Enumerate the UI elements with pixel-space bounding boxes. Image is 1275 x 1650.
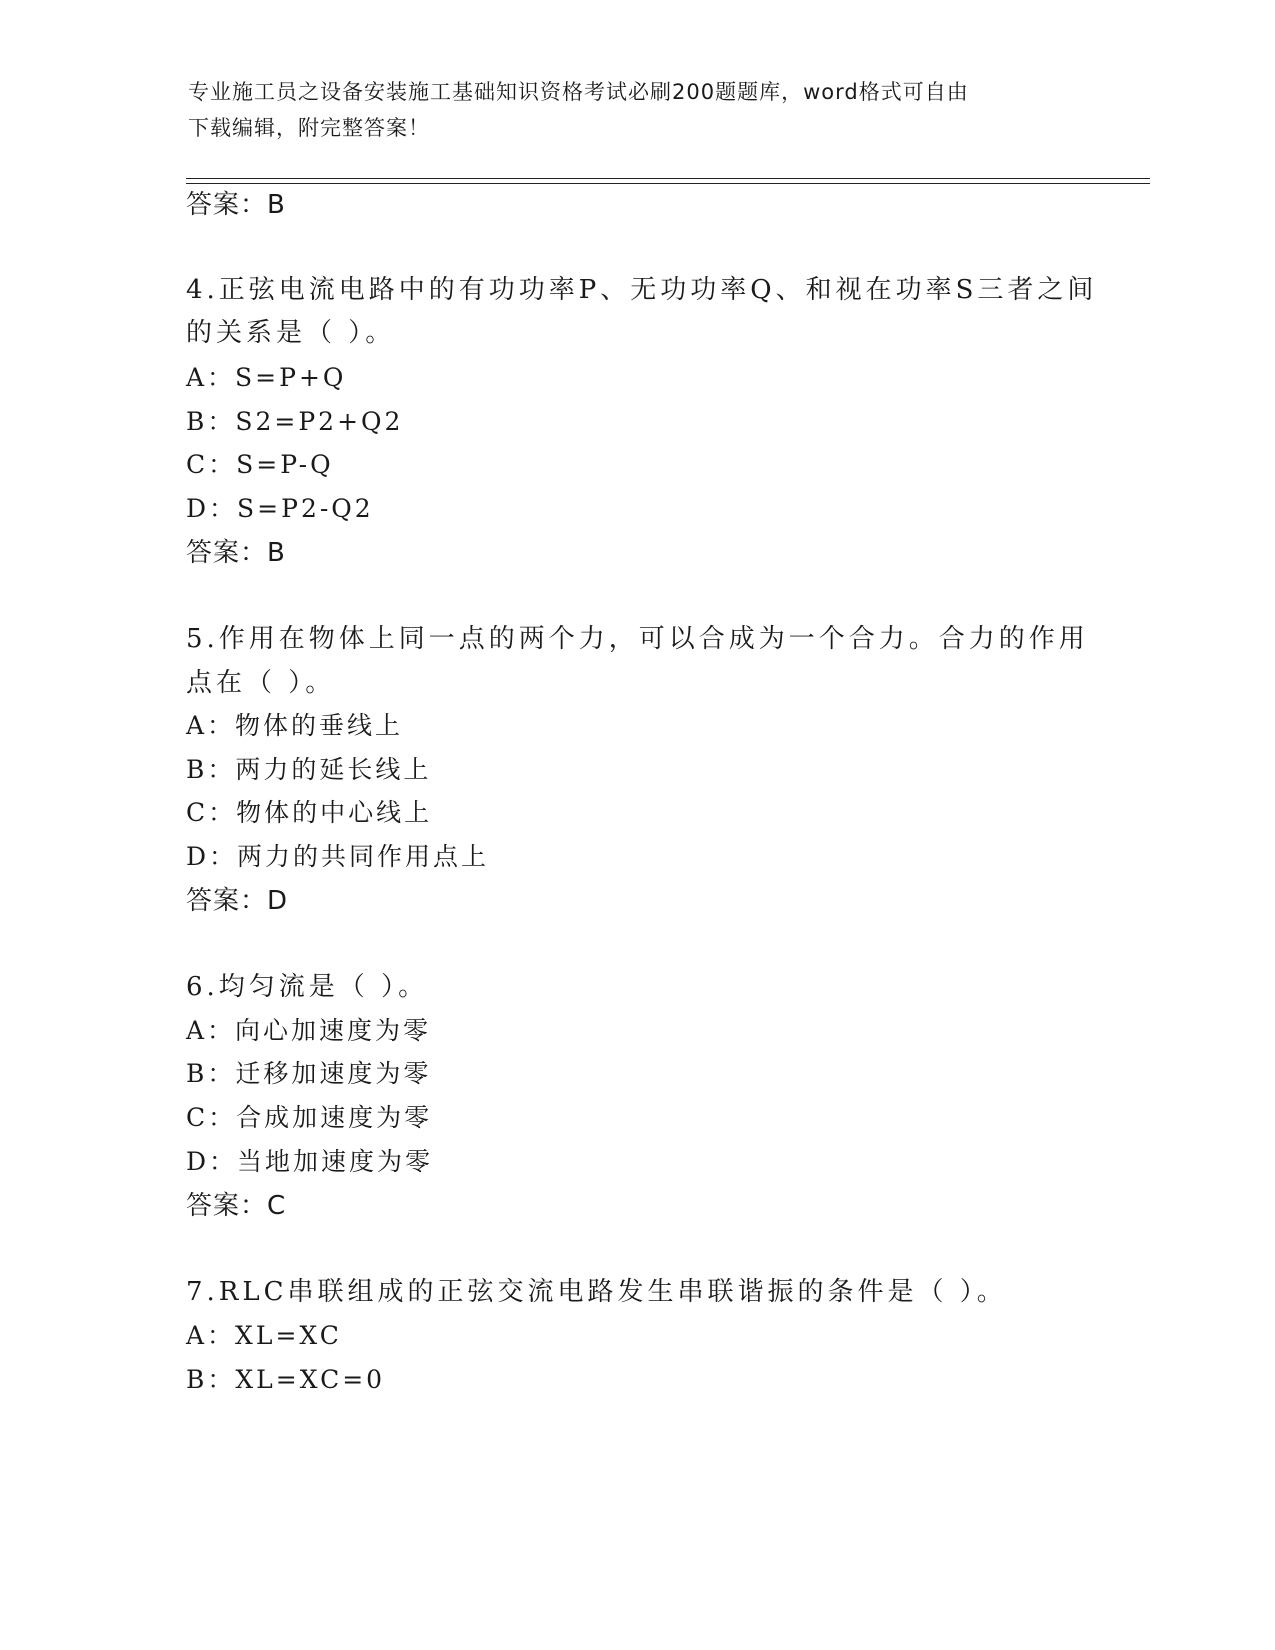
question-4-option-a: A：S=P+Q <box>186 363 347 392</box>
question-7-option-a: A：XL=XC <box>186 1321 342 1350</box>
question-4-line-2: 的关系是（ ）。 <box>186 318 396 348</box>
question-4-option-d: D：S=P2-Q2 <box>186 494 374 523</box>
answer-q6: 答案：C <box>186 1191 287 1221</box>
question-6-option-d: D：当地加速度为零 <box>186 1147 434 1176</box>
question-4-option-c: C：S=P-Q <box>186 450 334 479</box>
question-4-line-1: 4.正弦电流电路中的有功功率P、无功功率Q、和视在功率S三者之间 <box>186 275 1098 305</box>
question-5-option-d: D：两力的共同作用点上 <box>186 842 490 871</box>
question-5-option-b: B：两力的延长线上 <box>186 755 432 784</box>
question-7-option-b: B：XL=XC=0 <box>186 1365 386 1394</box>
question-5-option-c: C：物体的中心线上 <box>186 798 433 827</box>
question-7-line-1: 7.RLC串联组成的正弦交流电路发生串联谐振的条件是（ ）。 <box>186 1277 1007 1307</box>
question-5-line-1: 5.作用在物体上同一点的两个力，可以合成为一个合力。合力的作用 <box>186 624 1089 654</box>
question-6-line-1: 6.均匀流是（ ）。 <box>186 972 429 1002</box>
header-line-1: 专业施工员之设备安装施工基础知识资格考试必刷200题题库，word格式可自由 <box>188 80 969 104</box>
question-5-line-2: 点在（ ）。 <box>186 668 336 698</box>
header-line-2: 下载编辑，附完整答案！ <box>188 116 430 140</box>
document-header <box>188 74 1068 146</box>
question-4-option-b: B：S2=P2+Q2 <box>186 407 404 436</box>
header-divider-top <box>186 178 1150 179</box>
header-divider-bottom <box>186 183 1150 184</box>
answer-q5: 答案：D <box>186 886 289 916</box>
question-6-option-c: C：合成加速度为零 <box>186 1103 433 1132</box>
answer-q3: 答案：B <box>186 190 286 220</box>
question-6-option-b: B：迁移加速度为零 <box>186 1059 432 1088</box>
answer-q4: 答案：B <box>186 538 286 568</box>
question-5-option-a: A：物体的垂线上 <box>186 711 404 740</box>
question-6-option-a: A：向心加速度为零 <box>186 1016 432 1045</box>
